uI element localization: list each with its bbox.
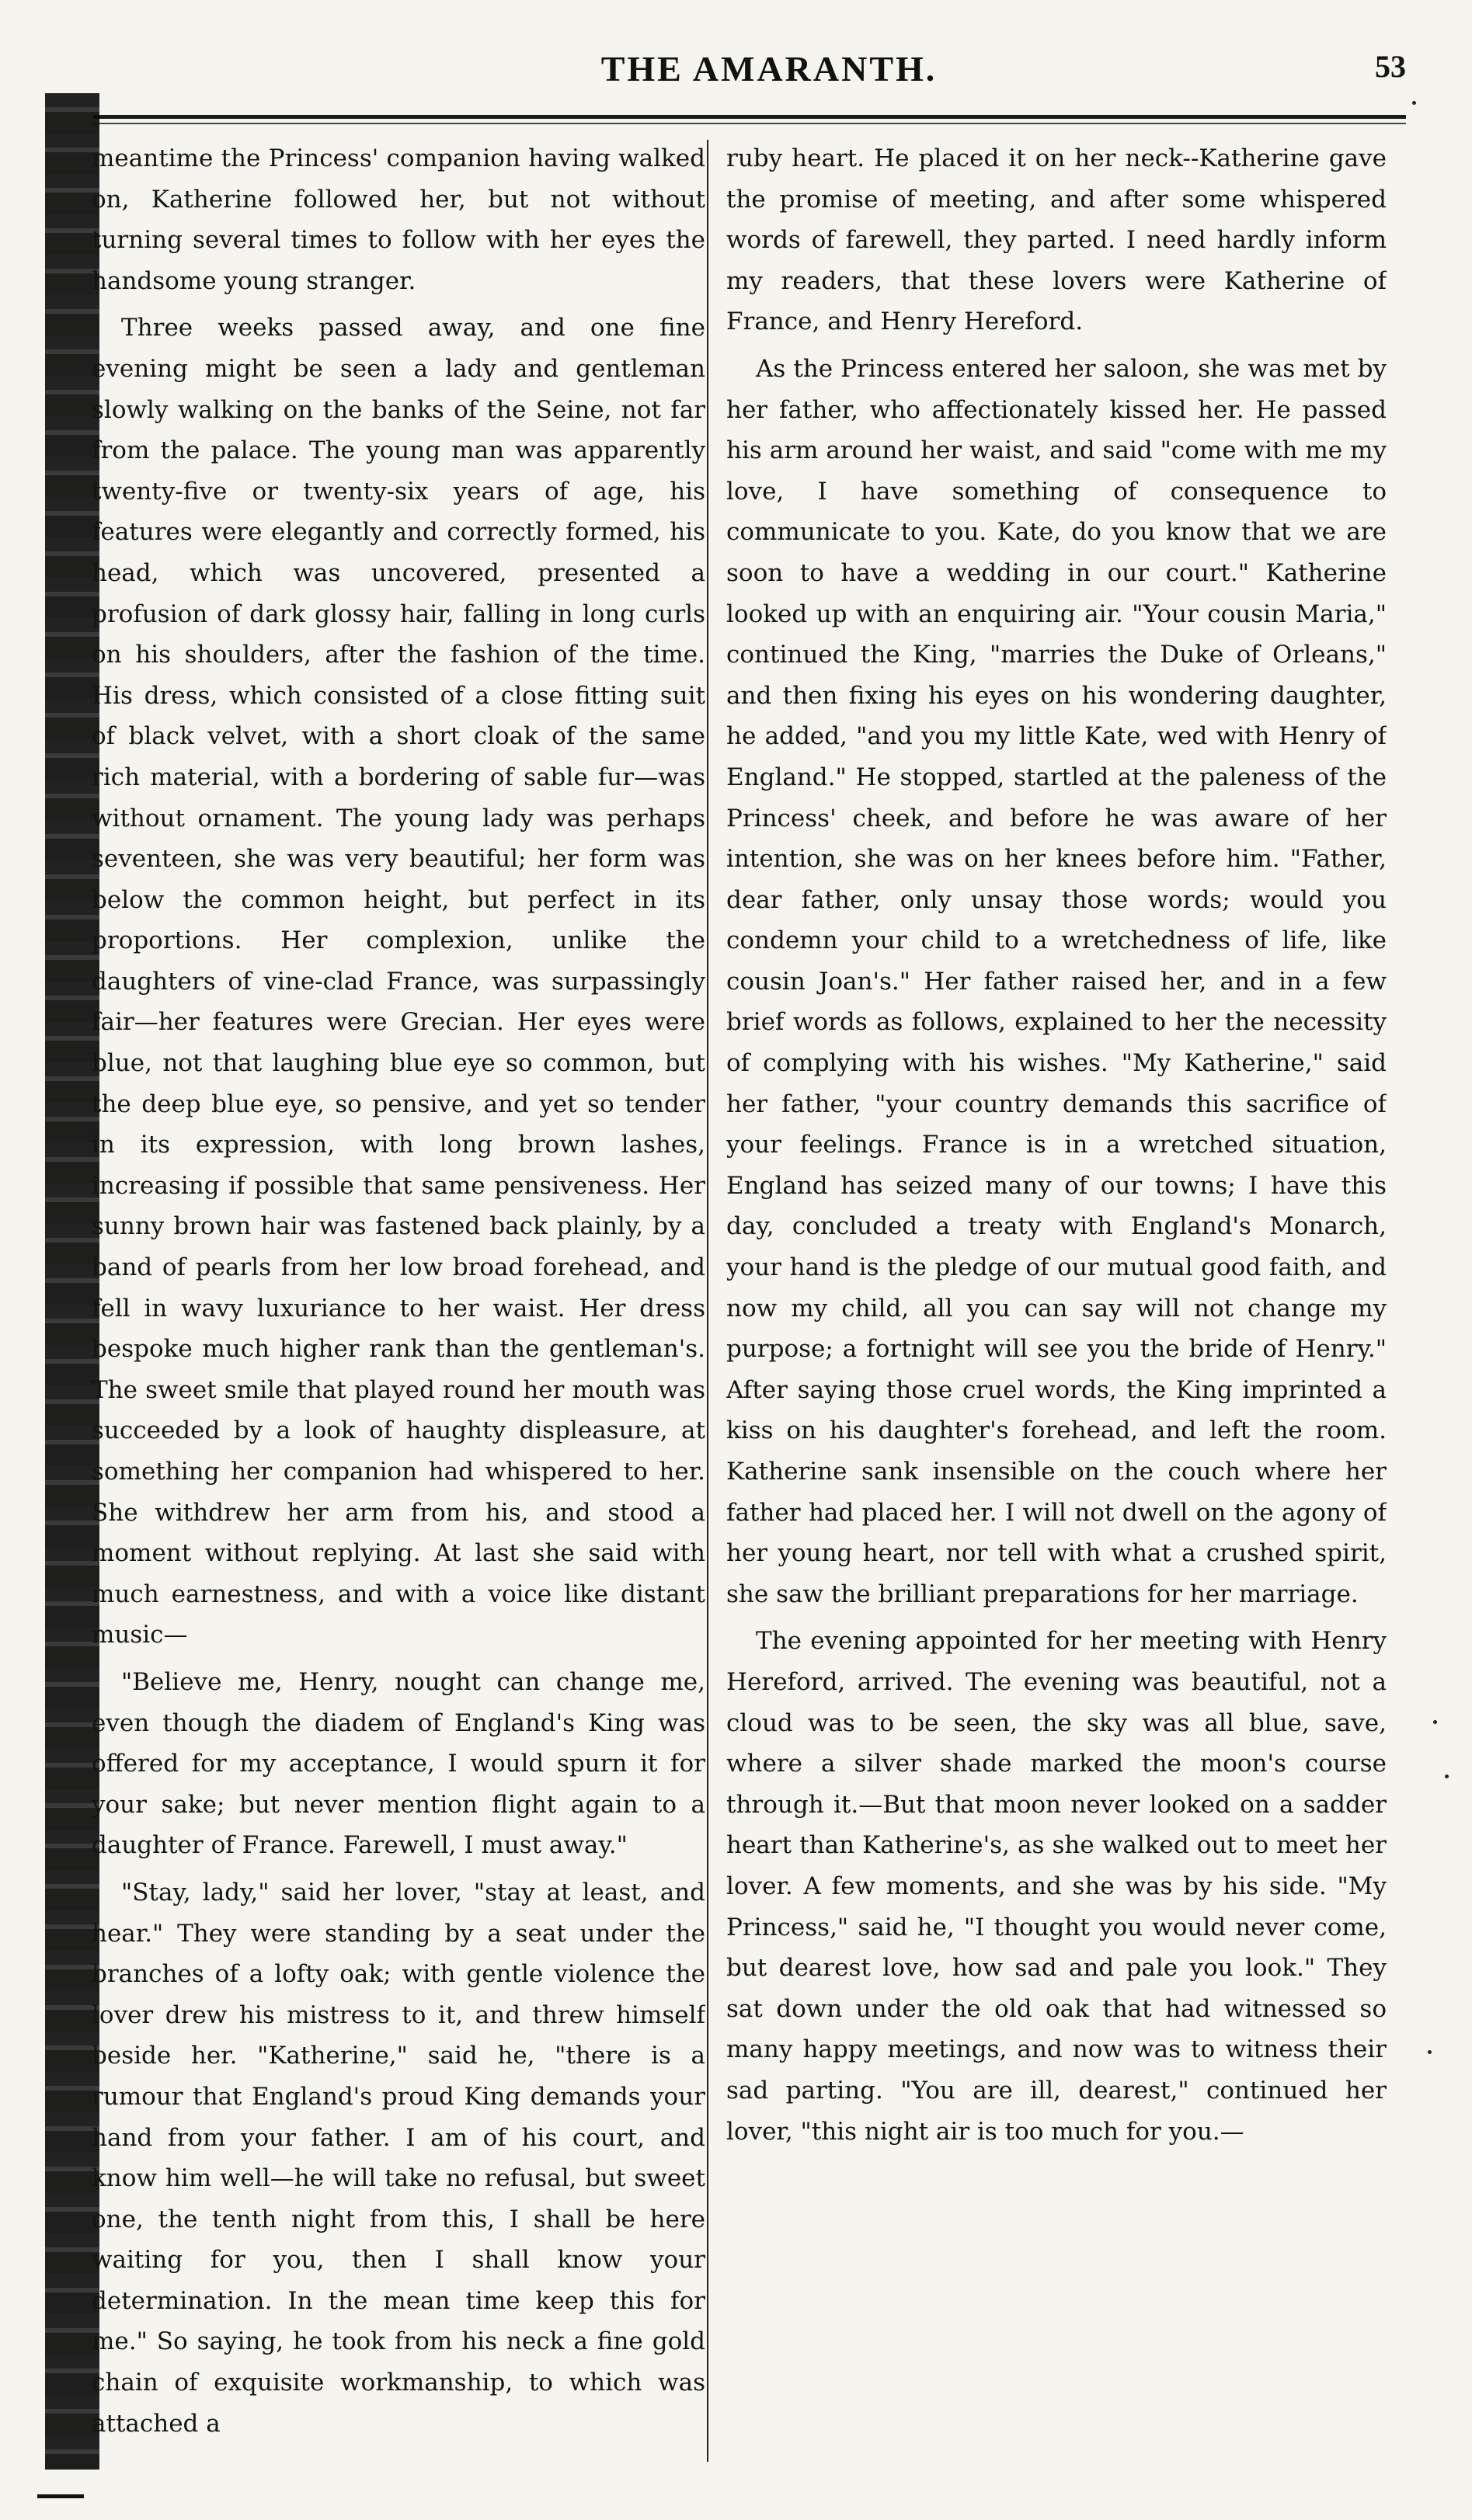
bottom-print-mark xyxy=(37,2494,84,2498)
margin-speck xyxy=(1433,1720,1437,1724)
page-number: 53 xyxy=(1375,49,1406,84)
header-rule-thick xyxy=(93,115,1406,119)
running-title: THE AMARANTH. xyxy=(600,49,938,89)
margin-speck xyxy=(1412,101,1416,105)
left-paragraph-4: "Stay, lady," said her lover, "stay at least, and hear." They were standing by a seat under the branches of a lofty oak; with gentle violence the lover drew his mistress to it, and threw himself beside her. "Katherine," said he, "there is a rumour that England's proud King demands your hand from your father. I am of his court, and know him well—he will take no refusal, but sweet one, the tenth night from this, I shall be here waiting for you, then I shall know your determination. In the mean time keep this for me." So saying, he took from his neck a fine gold chain of exquisite workmanship, to which was attached a xyxy=(92,1878,705,2438)
right-column xyxy=(726,138,1387,2476)
header-rule-thin xyxy=(93,123,1406,124)
left-paragraph-2: Three weeks passed away, and one fine evening might be seen a lady and gentleman slowly walking on the banks of the Seine, not far from the palace. The young man was apparently twenty-five or twenty-six years of age, his features were elegantly and correctly formed, his head, which was uncovered, presented a profusion of dark glossy hair, falling in long curls on his shoulders, after the fashion of the time. His dress, which consisted of a close fitting suit of black velvet, with a short cloak of the same rich material, with a bordering of sable fur—was without ornament. The young lady was perhaps seventeen, she was very beautiful; her form was below the common height, but perfect in its proportions. Her complexion, unlike the daughters of vine-clad France, was surpassingly fair—her features were Grecian. Her eyes were blue, not that laughing blue eye so common, but the deep blue eye, so pensive, and yet so tender in its expression, with long brown lashes, increasing if possible that same pensiveness. Her sunny brown hair was fastened back plainly, by a band of pearls from her low broad forehead, and fell in wavy luxuriance to her waist. Her dress bespoke much higher rank than the gentleman's. The sweet smile that played round her mouth was succeeded by a look of haughty displeasure, at something her companion had whispered to her. She withdrew her arm from his, and stood a moment without replying. At last she said with much earnestness, and with a voice like distant music— xyxy=(92,314,705,1649)
margin-speck xyxy=(1445,1774,1449,1778)
left-paragraph-3: "Believe me, Henry, nought can change me, even though the diadem of England's King was offered for my acceptance, I would spurn it for your sake; but never mention flight again to a daughter of France. Farewell, I must away." xyxy=(92,1667,705,1860)
margin-speck xyxy=(1428,2050,1432,2054)
page-header xyxy=(93,31,1406,101)
left-column xyxy=(92,138,705,2476)
right-paragraph-3: The evening appointed for her meeting with Henry Hereford, arrived. The evening was beautiful, not a cloud was to be seen, the sky was all blue, save, where a silver shade marked the moon's course through it.—But that moon never looked on a sadder heart than Katherine's, as she walked out to meet her lover. A few moments, and she was by his side. "My Princess," said he, "I thought you would never come, but dearest love, how sad and pale you look." They sat down under the old oak that had witnessed so many happy meetings, and now was to witness their sad parting. "You are ill, dearest," continued her lover, "this night air is too much for you.— xyxy=(726,1627,1387,2146)
right-paragraph-1: ruby heart. He placed it on her neck--Katherine gave the promise of meeting, and after some whispered words of farewell, they parted. I need hardly inform my readers, that these lovers were Katherine of France, and Henry Hereford. xyxy=(726,144,1387,336)
left-paragraph-1: meantime the Princess' companion having walked on, Katherine followed her, but not without turning several times to follow with her eyes the handsome young stranger. xyxy=(92,144,705,295)
column-divider xyxy=(707,140,708,2462)
right-paragraph-2: As the Princess entered her saloon, she was met by her father, who affectionately kissed her. He passed his arm around her waist, and said "come with me my love, I have something of consequence to communicate to you. Kate, do you know that we are soon to have a wedding in our court." Katherine looked up with an enquiring air. "Your cousin Maria," continued the King, "marries the Duke of Orleans," and then fixing his eyes on his wondering daughter, he added, "and you my little Kate, wed with Henry of England." He stopped, startled at the paleness of the Princess' cheek, and before he was aware of her intention, she was on her knees before him. "Father, dear father, only unsay those words; would you condemn your child to a wretchedness of life, like cousin Joan's." Her father raised her, and in a few brief words as follows, explained to her the necessity of complying with his wishes. "My Katherine," said her father, "your country demands this sacrifice of your feelings. France is in a wretched situation, England has seized many of our towns; I have this day, concluded a treaty with England's Monarch, your hand is the pledge of our mutual good faith, and now my child, all you can say will not change my purpose; a fortnight will see you the bride of Henry." After saying those cruel words, the King imprinted a kiss on his daughter's forehead, and left the room. Katherine sank insensible on the couch where her father had placed her. I will not dwell on the agony of her young heart, nor tell with what a crushed spirit, she saw the brilliant preparations for her marriage. xyxy=(726,354,1387,1608)
